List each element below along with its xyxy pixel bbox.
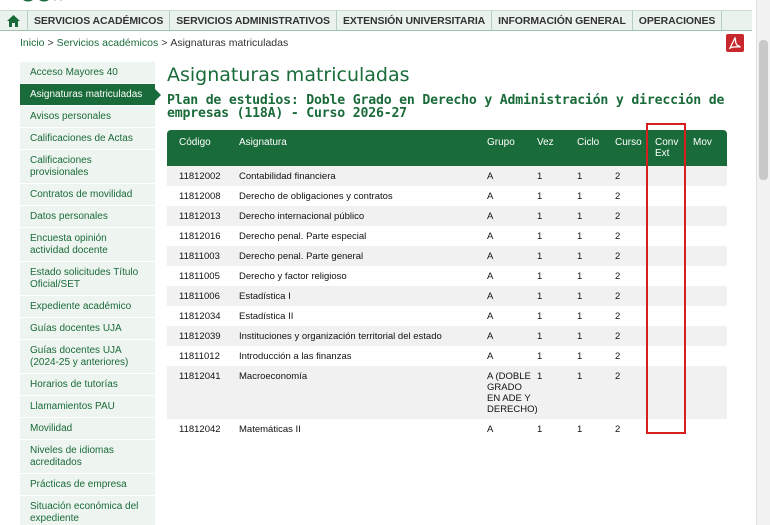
cell-codigo: 11811003 [179, 251, 220, 262]
home-button[interactable] [0, 11, 28, 30]
cell-curso: 2 [615, 311, 621, 322]
cell-asignatura: Macroeconomía [239, 371, 308, 382]
cell-ciclo: 1 [577, 171, 583, 182]
sidebar-item-avisos-personales[interactable]: Avisos personales [20, 106, 155, 128]
cell-grupo: A [487, 171, 494, 182]
cell-vez: 1 [537, 211, 543, 222]
plan-title: Plan de estudios: Doble Grado en Derecho y Administración y dirección de empresas (118A) - Curso 2026-27 [167, 93, 725, 121]
cell-asignatura: Estadística II [239, 311, 294, 322]
cell-mov [693, 226, 727, 246]
cell-ciclo: 1 [577, 191, 583, 202]
cell-codigo: 11811005 [179, 271, 220, 282]
cell-codigo: 11812041 [179, 371, 221, 382]
table-row [167, 419, 727, 439]
cell-curso: 2 [615, 171, 621, 182]
cell-grupo: A [487, 291, 494, 302]
cell-mov [693, 306, 727, 326]
header-ciclo: Ciclo [577, 137, 600, 148]
table-row [167, 226, 727, 246]
cell-mov [693, 166, 727, 186]
cell-curso: 2 [615, 231, 621, 242]
cell-curso: 2 [615, 291, 621, 302]
cell-conv [649, 226, 693, 246]
cell-vez: 1 [537, 311, 543, 322]
cell-asignatura: Derecho penal. Parte especial [239, 231, 367, 242]
cell-grupo: A [487, 424, 494, 435]
cell-vez: 1 [537, 191, 543, 202]
pdf-icon [728, 36, 742, 50]
cell-mov [693, 366, 727, 419]
cell-conv [649, 326, 693, 346]
cell-vez: 1 [537, 351, 543, 362]
cell-ciclo: 1 [577, 351, 583, 362]
sidebar-item-practicas-empresa[interactable]: Prácticas de empresa [20, 474, 155, 496]
sidebar-item-expediente-academico[interactable]: Expediente académico [20, 296, 155, 318]
cell-conv [649, 266, 693, 286]
cell-asignatura: Introducción a las finanzas [239, 351, 352, 362]
sidebar-menu [20, 62, 155, 525]
cell-conv [649, 246, 693, 266]
cell-vez: 1 [537, 271, 543, 282]
page-title: Asignaturas matriculadas [167, 64, 410, 86]
cell-mov [693, 186, 727, 206]
breadcrumb-servicios-academicos[interactable]: Servicios académicos [56, 37, 159, 49]
cell-codigo: 11812016 [179, 231, 221, 242]
cell-ciclo: 1 [577, 251, 583, 262]
cell-asignatura: Contabilidad financiera [239, 171, 336, 182]
cell-conv [649, 166, 693, 186]
cell-ciclo: 1 [577, 424, 583, 435]
cell-codigo: 11812042 [179, 424, 221, 435]
cell-asignatura: Derecho de obligaciones y contratos [239, 191, 393, 202]
sidebar-item-datos-personales[interactable]: Datos personales [20, 206, 155, 228]
top-navigation [0, 10, 752, 31]
table-row [167, 346, 727, 366]
cell-vez: 1 [537, 331, 543, 342]
cell-codigo: 11811006 [179, 291, 220, 302]
table-row [167, 166, 727, 186]
nav-servicios-administrativos[interactable]: SERVICIOS ADMINISTRATIVOS [170, 11, 337, 30]
header-vez: Vez [537, 137, 554, 148]
sidebar-item-calificaciones-actas[interactable]: Calificaciones de Actas [20, 128, 155, 150]
cell-vez: 1 [537, 251, 543, 262]
cell-vez: 1 [537, 291, 543, 302]
cell-grupo: A [487, 271, 494, 282]
scrollbar-thumb[interactable] [759, 40, 768, 180]
header-asignatura: Asignatura [239, 137, 287, 148]
cell-conv [649, 206, 693, 226]
cell-codigo: 11812008 [179, 191, 221, 202]
cell-codigo: 11812002 [179, 171, 221, 182]
logo-strip [0, 0, 770, 10]
header-conv-ext: Conv Ext [655, 137, 679, 159]
sidebar-item-guias-docentes-anteriores[interactable]: Guías docentes UJA (2024-25 y anteriores) [20, 340, 155, 374]
cell-grupo: A (DOBLE GRADO EN ADE Y DERECHO) [487, 371, 538, 415]
table-header [167, 130, 727, 166]
sidebar-item-horarios-tutorias[interactable]: Horarios de tutorías [20, 374, 155, 396]
cell-vez: 1 [537, 371, 543, 382]
cell-curso: 2 [615, 424, 621, 435]
table-row [167, 186, 727, 206]
cell-curso: 2 [615, 191, 621, 202]
cell-ciclo: 1 [577, 271, 583, 282]
sidebar-item-movilidad[interactable]: Movilidad [20, 418, 155, 440]
cell-mov [693, 286, 727, 306]
header-curso: Curso [615, 137, 642, 148]
sidebar-item-acceso-mayores-40[interactable]: Acceso Mayores 40 [20, 62, 155, 84]
sidebar-item-niveles-idiomas[interactable]: Niveles de idiomas acreditados [20, 440, 155, 474]
cell-ciclo: 1 [577, 231, 583, 242]
cell-asignatura: Estadística I [239, 291, 291, 302]
cell-ciclo: 1 [577, 291, 583, 302]
cell-asignatura: Derecho internacional público [239, 211, 365, 222]
cell-grupo: A [487, 351, 494, 362]
cell-mov [693, 326, 727, 346]
sidebar-item-contratos-movilidad[interactable]: Contratos de movilidad [20, 184, 155, 206]
sidebar-item-calificaciones-provisionales[interactable]: Calificaciones provisionales [20, 150, 155, 184]
cell-vez: 1 [537, 231, 543, 242]
cell-codigo: 11811012 [179, 351, 220, 362]
breadcrumb: Inicio > Servicios académicos > Asignaturas matriculadas [20, 37, 289, 49]
sidebar-item-llamamientos-pau[interactable]: Llamamientos PAU [20, 396, 155, 418]
cell-conv [649, 366, 693, 419]
cell-conv [649, 346, 693, 366]
cell-vez: 1 [537, 424, 543, 435]
header-grupo: Grupo [487, 137, 515, 148]
cell-grupo: A [487, 251, 494, 262]
nav-servicios-academicos[interactable]: SERVICIOS ACADÉMICOS [28, 11, 170, 30]
table-body [167, 166, 727, 439]
table-row [167, 266, 727, 286]
header-codigo: Código [179, 137, 211, 148]
cell-conv [649, 286, 693, 306]
cell-grupo: A [487, 331, 494, 342]
breadcrumb-inicio[interactable]: Inicio [20, 37, 45, 49]
cell-grupo: A [487, 211, 494, 222]
cell-ciclo: 1 [577, 331, 583, 342]
cell-ciclo: 1 [577, 371, 583, 382]
sidebar-item-asignaturas-matriculadas[interactable]: Asignaturas matriculadas [20, 84, 155, 106]
nav-informacion-general[interactable]: INFORMACIÓN GENERAL [492, 11, 633, 30]
cell-codigo: 11812039 [179, 331, 221, 342]
cell-mov [693, 246, 727, 266]
cell-curso: 2 [615, 371, 621, 382]
cell-grupo: A [487, 311, 494, 322]
cell-conv [649, 306, 693, 326]
cell-conv [649, 419, 693, 439]
cell-asignatura: Matemáticas II [239, 424, 301, 435]
table-row [167, 366, 727, 419]
cell-mov [693, 419, 727, 439]
sidebar-item-guias-docentes[interactable]: Guías docentes UJA [20, 318, 155, 340]
table-row [167, 306, 727, 326]
university-logo [20, 0, 70, 6]
cell-vez: 1 [537, 171, 543, 182]
cell-asignatura: Derecho y factor religioso [239, 271, 347, 282]
cell-codigo: 11812034 [179, 311, 221, 322]
cell-curso: 2 [615, 211, 621, 222]
sidebar-item-situacion-economica[interactable]: Situación económica del expediente [20, 496, 155, 525]
subjects-table [167, 130, 727, 439]
cell-grupo: A [487, 191, 494, 202]
table-row [167, 246, 727, 266]
cell-curso: 2 [615, 331, 621, 342]
cell-asignatura: Instituciones y organización territorial del estado [239, 331, 442, 342]
cell-conv [649, 186, 693, 206]
vertical-scrollbar[interactable] [756, 0, 770, 525]
table-row [167, 326, 727, 346]
table-row [167, 286, 727, 306]
cell-grupo: A [487, 231, 494, 242]
header-mov: Mov [693, 137, 712, 148]
cell-mov [693, 266, 727, 286]
cell-mov [693, 346, 727, 366]
cell-curso: 2 [615, 351, 621, 362]
pdf-download-button[interactable] [726, 34, 744, 52]
nav-operaciones[interactable]: OPERACIONES [633, 11, 723, 30]
cell-mov [693, 206, 727, 226]
home-icon [7, 15, 20, 27]
cell-ciclo: 1 [577, 211, 583, 222]
nav-extension-universitaria[interactable]: EXTENSIÓN UNIVERSITARIA [337, 11, 492, 30]
sidebar-item-encuesta-opinion[interactable]: Encuesta opinión actividad docente [20, 228, 155, 262]
cell-curso: 2 [615, 271, 621, 282]
cell-curso: 2 [615, 251, 621, 262]
cell-codigo: 11812013 [179, 211, 221, 222]
sidebar-item-estado-solicitudes[interactable]: Estado solicitudes Título Oficial/SET [20, 262, 155, 296]
breadcrumb-current: Asignaturas matriculadas [170, 37, 289, 49]
table-row [167, 206, 727, 226]
cell-asignatura: Derecho penal. Parte general [239, 251, 364, 262]
cell-ciclo: 1 [577, 311, 583, 322]
